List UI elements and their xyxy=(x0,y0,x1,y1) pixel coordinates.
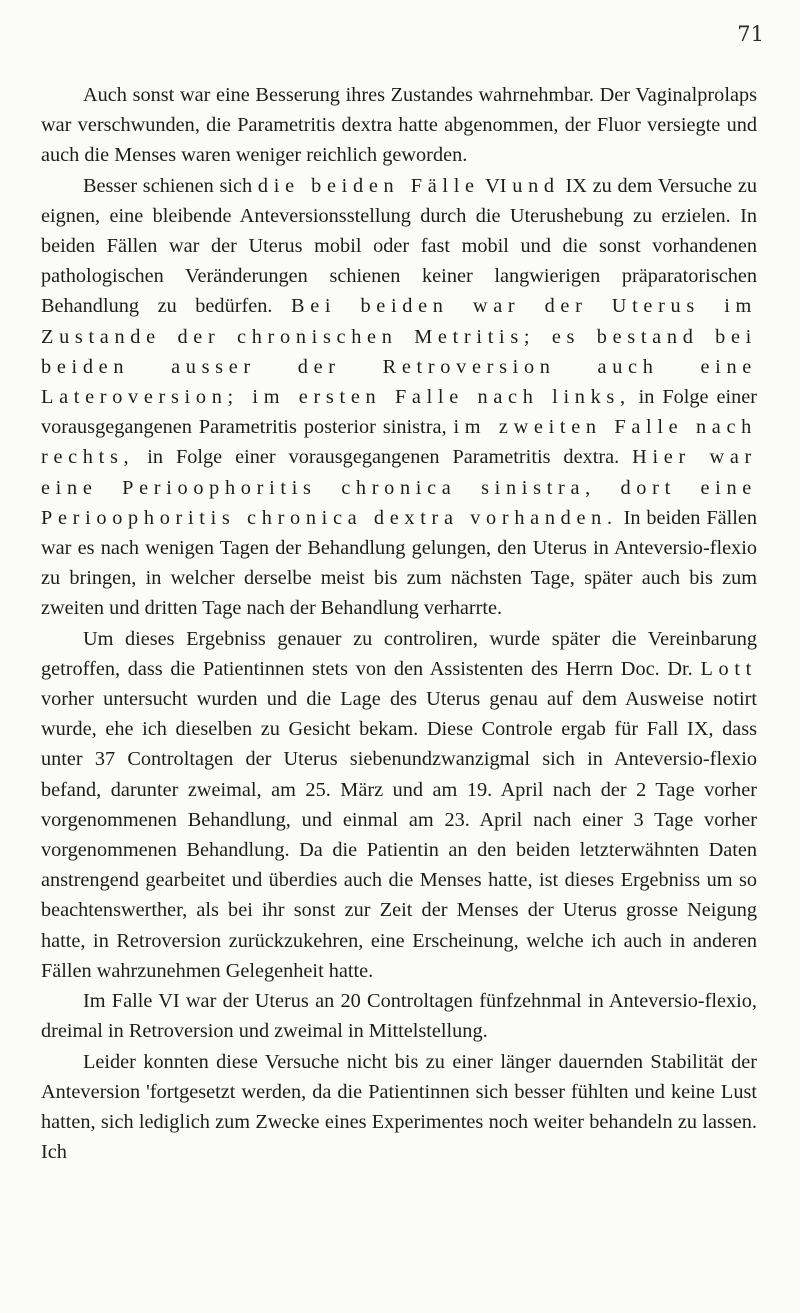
text-run: Im Falle VI war der Uterus an 20 Controltagen fünfzehnmal in Anteversio-flexio, dreimal in Retroversion und zweimal in Mittelstellung. xyxy=(41,990,757,1043)
text-run: Auch sonst war eine Besserung ihres Zustandes wahrnehmbar. Der Vaginalprolaps war verschwunden, die Parametritis dextra hatte abgenommen, der Fluor versiegte und auch die Menses waren weniger reichlich geworden. xyxy=(41,84,757,167)
paragraph xyxy=(41,624,757,986)
page-number: 71 xyxy=(737,22,764,46)
text-run: IX zu dem Versuche zu eignen, eine bleibende Anteversionsstellung durch die Uterushebung zu erzielen. In beiden Fällen war der Uterus mobil oder fast mobil und die sonst vorhandenen pathologischen Veränderungen schienen keiner langwierigen präparatorischen Behandlung zu bedürfen. xyxy=(41,174,757,318)
text-run: In beiden Fällen war es nach wenigen Tagen der Behandlung gelungen, den Uterus in Anteversio-flexio zu bringen, in welcher derselbe meist bis zum nächsten Tage, später auch bis zum zweiten und dritten Tage nach der Behandlung verharrte. xyxy=(41,506,758,620)
body-text xyxy=(41,80,757,1167)
paragraph xyxy=(41,1047,757,1168)
spaced-emphasis-text: die beiden Fälle xyxy=(257,174,480,197)
text-run: in Folge einer vorausgegangenen Parametritis posterior sinistra, xyxy=(41,386,757,439)
paragraph xyxy=(41,986,757,1046)
spaced-emphasis-text: Hier war eine Perioophoritis chronica sinistra, dort eine Perioophoritis chronica dextra vorhanden. xyxy=(41,446,757,529)
text-run: Besser schienen sich xyxy=(83,174,258,197)
paragraph xyxy=(41,171,757,624)
text-run: Um dieses Ergebniss genauer zu controliren, wurde später die Vereinbarung getroffen, dass die Patientinnen stets von den Assistenten des Herrn Doc. Dr. xyxy=(41,627,757,680)
spaced-emphasis-text: Bei beiden war der Uterus im Zustande der chronischen Metritis; es bestand bei beiden ausser der Retroversion auch eine Lateroversion; im ersten Falle nach links, xyxy=(41,295,757,409)
text-run: Leider konnten diese Versuche nicht bis zu einer länger dauernden Stabilität der Anteversion 'fortgesetzt werden, da die Patientinnen sich besser fühlten und keine Lust hatten, sich lediglich zum Zwecke eines Experimentes noch weiter behandeln zu lassen. Ich xyxy=(41,1050,757,1164)
spaced-emphasis-text: Lott xyxy=(700,657,757,680)
text-run: VI xyxy=(479,174,513,197)
text-run: vorher untersucht wurden und die Lage des Uterus genau auf dem Ausweise notirt wurde, ehe ich dieselben zu Gesicht bekam. Diese Controle ergab für Fall IX, dass unter 37 Controltagen der Uterus siebenundzwanzigmal sich in Anteversio-flexio befand, darunter zweimal, am 25. März und am 19. April nach der 2 Tage vorher vorgenommenen Behandlung, und einmal am 23. April nach einer 3 Tage vorher vorgenommenen Behandlung. Da die Patientin an den beiden letzterwähnten Daten anstrengend gearbeitet und überdies auch die Menses hatte, ist dieses Ergebniss um so beachtenswerther, als bei ihr sonst zur Zeit der Menses der Uterus grosse Neigung hatte, in Retroversion zurückzukehren, eine Erscheinung, welche ich auch in anderen Fällen wahrzunehmen Gelegenheit hatte. xyxy=(41,688,757,982)
spaced-emphasis-text: im zweiten Falle nach rechts, xyxy=(41,416,758,469)
text-run: in Folge einer vorausgegangenen Parametritis dextra. xyxy=(134,446,633,469)
spaced-emphasis-text: und xyxy=(512,174,560,197)
paragraph xyxy=(41,80,757,171)
